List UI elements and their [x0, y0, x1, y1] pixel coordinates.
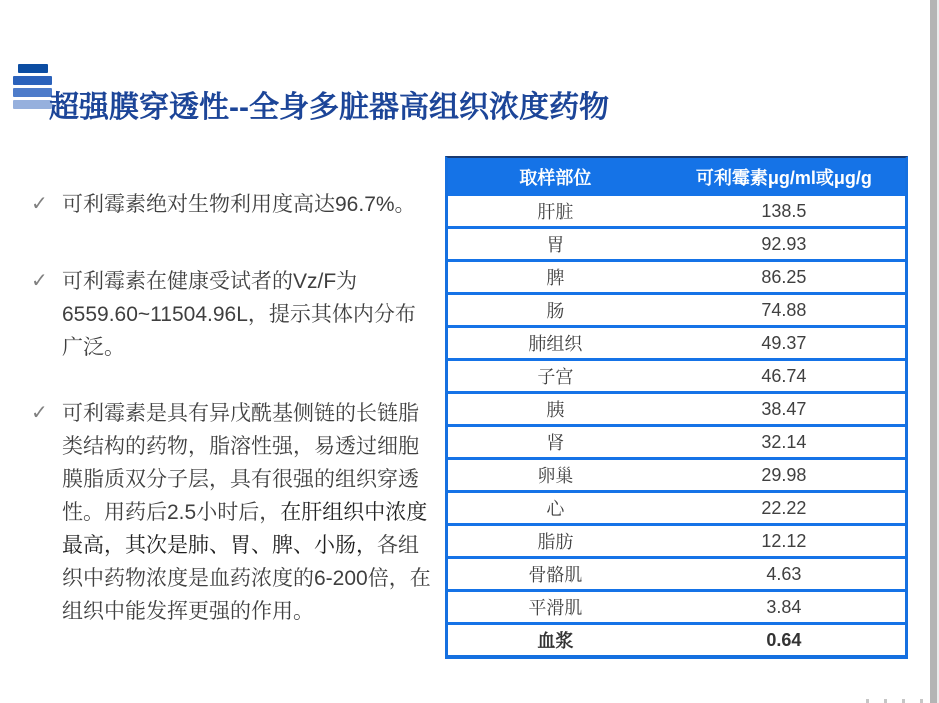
page-title: 超强膜穿透性--全身多脏器高组织浓度药物 [49, 91, 609, 125]
bullet-text [62, 397, 433, 628]
table-header-row [448, 158, 905, 196]
icon-bar [18, 64, 48, 73]
table-row [448, 229, 905, 262]
window-edge [930, 0, 939, 703]
table-cell-value: 38.47 [761, 398, 807, 419]
table-row [448, 592, 905, 625]
table-cell-value: 0.64 [766, 629, 802, 650]
bullet-text-segment: 各组织中药物浓度是血药浓度的6-200倍，在组织中能发挥更强的作用。 [62, 534, 431, 623]
table-cell-site: 肝脏 [537, 202, 574, 222]
table-row [448, 295, 905, 328]
bullet-item [31, 188, 433, 221]
clipped-footer-marks [866, 699, 936, 703]
table-cell-value: 49.37 [761, 332, 807, 353]
table-row-plasma [448, 625, 905, 655]
table-cell-value: 86.25 [761, 266, 807, 287]
icon-bar [13, 100, 52, 109]
check-icon: ✓ [31, 270, 48, 292]
table-row [448, 526, 905, 559]
table-cell-site: 肾 [546, 433, 565, 453]
table-row [448, 262, 905, 295]
bullet-text-segment: 可利霉素是具有异戊酰基侧链的长链脂类结构的药物，脂溶性强，易透过细胞膜脂质双分子层，具有很强的组织穿透性。用药后2.5小时后， [62, 402, 419, 524]
tissue-concentration-table [445, 156, 908, 659]
bullet-text-segment-emphasis: 在肝组织中浓度最高，其次是肺、胃、脾、小肠， [62, 501, 428, 557]
table-row [448, 427, 905, 460]
table-row [448, 460, 905, 493]
table-row [448, 394, 905, 427]
table-row [448, 196, 905, 229]
table-cell-value: 46.74 [761, 365, 807, 386]
table-cell-site: 脂肪 [537, 532, 574, 552]
table-cell-value: 4.63 [766, 563, 802, 584]
table-cell-value: 92.93 [761, 233, 807, 254]
table-cell-value: 12.12 [761, 530, 807, 551]
bullet-item [31, 265, 433, 364]
table-cell-value: 74.88 [761, 299, 807, 320]
list-bars-icon [13, 64, 52, 112]
icon-bar [13, 76, 52, 85]
table-row [448, 493, 905, 526]
table-cell-value: 138.5 [761, 200, 807, 221]
bullet-text: 可利霉素绝对生物利用度高达96.7%。 [62, 193, 416, 216]
table-cell-site: 骨骼肌 [528, 565, 583, 585]
table-cell-site: 子宫 [537, 367, 574, 387]
table-cell-value: 22.22 [761, 497, 807, 518]
table-row [448, 328, 905, 361]
table-header-value: 可利霉素μg/ml或μg/g [695, 168, 872, 188]
table-cell-site: 脾 [546, 268, 565, 288]
table-cell-value: 29.98 [761, 464, 807, 485]
table-cell-site: 血浆 [537, 631, 574, 651]
table-cell-site: 卵巢 [537, 466, 574, 486]
bullet-list [31, 188, 433, 628]
table-cell-site: 胰 [546, 400, 565, 420]
table-cell-site: 肺组织 [528, 334, 583, 354]
table-cell-site: 胃 [546, 235, 565, 255]
check-icon: ✓ [31, 193, 48, 215]
table-cell-site: 平滑肌 [528, 598, 583, 618]
check-icon: ✓ [31, 402, 48, 424]
bullet-item [31, 397, 433, 628]
table-cell-site: 心 [546, 499, 565, 519]
table-row [448, 559, 905, 592]
table-cell-value: 3.84 [766, 596, 802, 617]
table-cell-site: 肠 [546, 301, 565, 321]
table-header-site: 取样部位 [519, 168, 592, 188]
bullet-text: 可利霉素在健康受试者的Vz/F为6559.60~11504.96L，提示其体内分布广泛。 [62, 270, 416, 359]
table-row [448, 361, 905, 394]
table-cell-value: 32.14 [761, 431, 807, 452]
icon-bar [13, 88, 52, 97]
